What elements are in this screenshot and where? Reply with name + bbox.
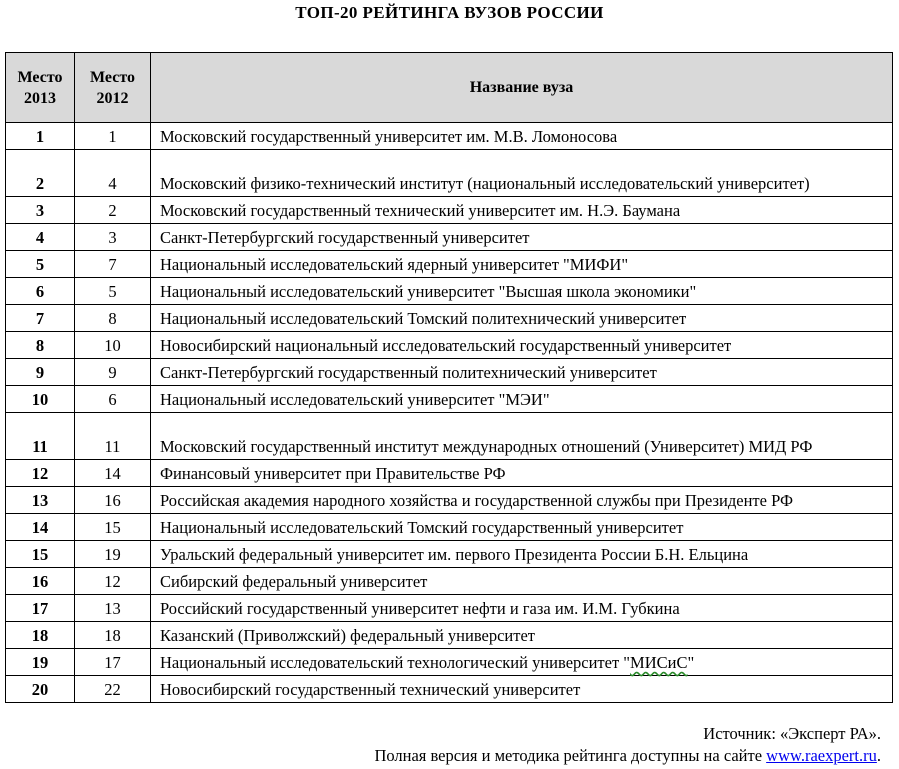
header-place-2013: Место 2013	[6, 53, 75, 123]
university-name: Национальный исследовательский ядерный университет "МИФИ"	[151, 251, 893, 278]
place-2012: 9	[75, 359, 151, 386]
place-2012: 10	[75, 332, 151, 359]
university-name: Новосибирский национальный исследовательский государственный университет	[151, 332, 893, 359]
place-2013: 14	[6, 514, 75, 541]
place-2012: 14	[75, 460, 151, 487]
university-name: Московский физико-технический институт (национальный исследовательский университет)	[151, 150, 893, 197]
table-row	[6, 541, 893, 568]
place-2013: 10	[6, 386, 75, 413]
table-row	[6, 460, 893, 487]
table-row	[6, 413, 893, 460]
place-2013: 12	[6, 460, 75, 487]
place-2012: 3	[75, 224, 151, 251]
place-2013: 19	[6, 649, 75, 676]
table-row	[6, 514, 893, 541]
place-2013: 2	[6, 150, 75, 197]
university-name: Казанский (Приволжский) федеральный университет	[151, 622, 893, 649]
place-2012: 19	[75, 541, 151, 568]
place-2012: 8	[75, 305, 151, 332]
place-2013: 15	[6, 541, 75, 568]
place-2012: 17	[75, 649, 151, 676]
university-name: Санкт-Петербургский государственный политехнический университет	[151, 359, 893, 386]
page-title: ТОП-20 РЕЙТИНГА ВУЗОВ РОССИИ	[295, 3, 604, 22]
table-row	[6, 305, 893, 332]
university-name: Санкт-Петербургский государственный университет	[151, 224, 893, 251]
table-row	[6, 278, 893, 305]
place-2012: 12	[75, 568, 151, 595]
header-place-2012: Место 2012	[75, 53, 151, 123]
university-name: Новосибирский государственный технический университет	[151, 676, 893, 703]
place-2013: 13	[6, 487, 75, 514]
place-2013: 7	[6, 305, 75, 332]
place-2013: 1	[6, 123, 75, 150]
table-row	[6, 197, 893, 224]
table-row	[6, 123, 893, 150]
table-row	[6, 332, 893, 359]
place-2013: 18	[6, 622, 75, 649]
place-2012: 16	[75, 487, 151, 514]
table-row	[6, 251, 893, 278]
table-row	[6, 359, 893, 386]
university-name: Московский государственный институт международных отношений (Университет) МИД РФ	[151, 413, 893, 460]
university-name: Национальный исследовательский университет "МЭИ"	[151, 386, 893, 413]
table-row	[6, 150, 893, 197]
table-row	[6, 622, 893, 649]
place-2012: 5	[75, 278, 151, 305]
university-name: Сибирский федеральный университет	[151, 568, 893, 595]
table-row	[6, 595, 893, 622]
place-2012: 6	[75, 386, 151, 413]
place-2013: 5	[6, 251, 75, 278]
table-row	[6, 676, 893, 703]
table-row	[6, 568, 893, 595]
place-2012: 4	[75, 150, 151, 197]
university-name: Российская академия народного хозяйства и государственной службы при Президенте РФ	[151, 487, 893, 514]
place-2013: 11	[6, 413, 75, 460]
university-name: Национальный исследовательский Томский политехнический университет	[151, 305, 893, 332]
ranking-table	[5, 52, 893, 703]
place-2013: 8	[6, 332, 75, 359]
university-name: Московский государственный университет им. М.В. Ломоносова	[151, 123, 893, 150]
university-name: Российский государственный университет нефти и газа им. И.М. Губкина	[151, 595, 893, 622]
place-2012: 13	[75, 595, 151, 622]
place-2012: 1	[75, 123, 151, 150]
place-2012: 15	[75, 514, 151, 541]
raexpert-link[interactable]: www.raexpert.ru	[766, 746, 877, 765]
university-name: Национальный исследовательский технологический университет "МИСиС"	[151, 649, 893, 676]
source-note: Источник: «Эксперт РА».	[703, 724, 881, 743]
full-version-note: Полная версия и методика рейтинга доступны на сайте www.raexpert.ru.	[374, 746, 881, 765]
place-2013: 16	[6, 568, 75, 595]
table-row	[6, 649, 893, 676]
university-name: Национальный исследовательский Томский государственный университет	[151, 514, 893, 541]
place-2012: 11	[75, 413, 151, 460]
university-name: Финансовый университет при Правительстве РФ	[151, 460, 893, 487]
place-2012: 22	[75, 676, 151, 703]
university-name: Национальный исследовательский университет "Высшая школа экономики"	[151, 278, 893, 305]
place-2012: 2	[75, 197, 151, 224]
place-2013: 4	[6, 224, 75, 251]
place-2012: 18	[75, 622, 151, 649]
university-name: Московский государственный технический университет им. Н.Э. Баумана	[151, 197, 893, 224]
place-2013: 9	[6, 359, 75, 386]
place-2013: 17	[6, 595, 75, 622]
table-header-row	[6, 53, 893, 123]
table-row	[6, 386, 893, 413]
place-2013: 6	[6, 278, 75, 305]
header-university-name: Название вуза	[151, 53, 893, 123]
table-row	[6, 224, 893, 251]
table-row	[6, 487, 893, 514]
university-name: Уральский федеральный университет им. первого Президента России Б.Н. Ельцина	[151, 541, 893, 568]
place-2013: 20	[6, 676, 75, 703]
place-2013: 3	[6, 197, 75, 224]
place-2012: 7	[75, 251, 151, 278]
